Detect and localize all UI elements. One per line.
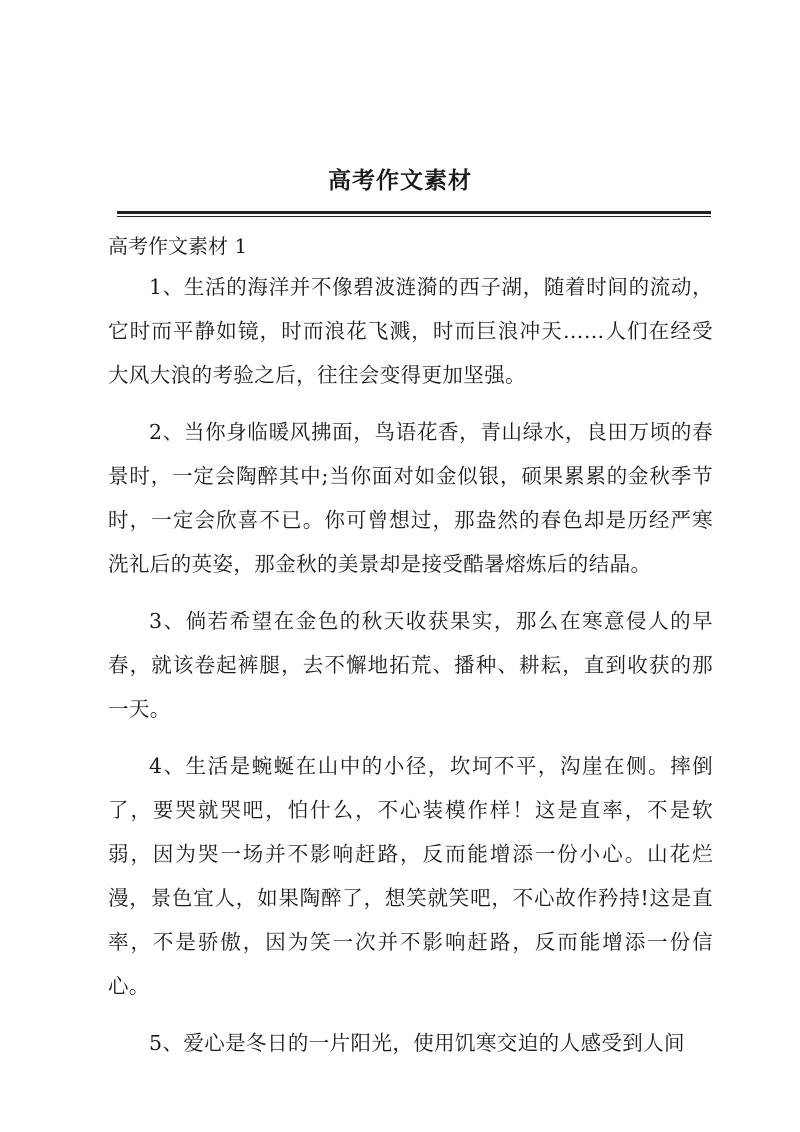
title-divider-thin <box>117 216 711 217</box>
document-body <box>108 265 713 1078</box>
paragraph-1: 1、生活的海洋并不像碧波涟漪的西子湖，随着时间的流动，它时而平静如镜，时而浪花飞溅，时而巨浪冲天……人们在经受大风大浪的考验之后，往往会变得更加坚强。 <box>108 275 713 387</box>
document-title: 高考作文素材 <box>328 167 472 194</box>
paragraph-4: 4、生活是蜿蜒在山中的小径，坎坷不平，沟崖在侧。摔倒了，要哭就哭吧，怕什么，不心装模作样！这是直率，不是软弱，因为哭一场并不影响赶路，反而能增添一份小心。山花烂漫，景色宜人，如果陶醉了，想笑就笑吧，不心故作矜持!这是直率，不是骄傲，因为笑一次并不影响赶路，反而能增添一份信心。 <box>108 754 713 998</box>
title-divider-thick <box>117 211 711 214</box>
paragraph-2: 2、当你身临暖风拂面，鸟语花香，青山绿水，良田万顷的春景时，一定会陶醉其中;当你面对如金似银，硕果累累的金秋季节时，一定会欣喜不已。你可曾想过，那盎然的春色却是历经严寒洗礼后的英姿，那金秋的美景却是接受酷暑熔炼后的结晶。 <box>108 420 713 576</box>
section-heading: 高考作文素材 1 <box>108 234 248 258</box>
paragraph-3: 3、倘若希望在金色的秋天收获果实，那么在寒意侵人的早春，就该卷起裤腿，去不懈地拓荒、播种、耕耘，直到收获的那一天。 <box>108 609 713 721</box>
paragraph-5: 5、爱心是冬日的一片阳光，使用饥寒交迫的人感受到人间 <box>149 1031 685 1055</box>
